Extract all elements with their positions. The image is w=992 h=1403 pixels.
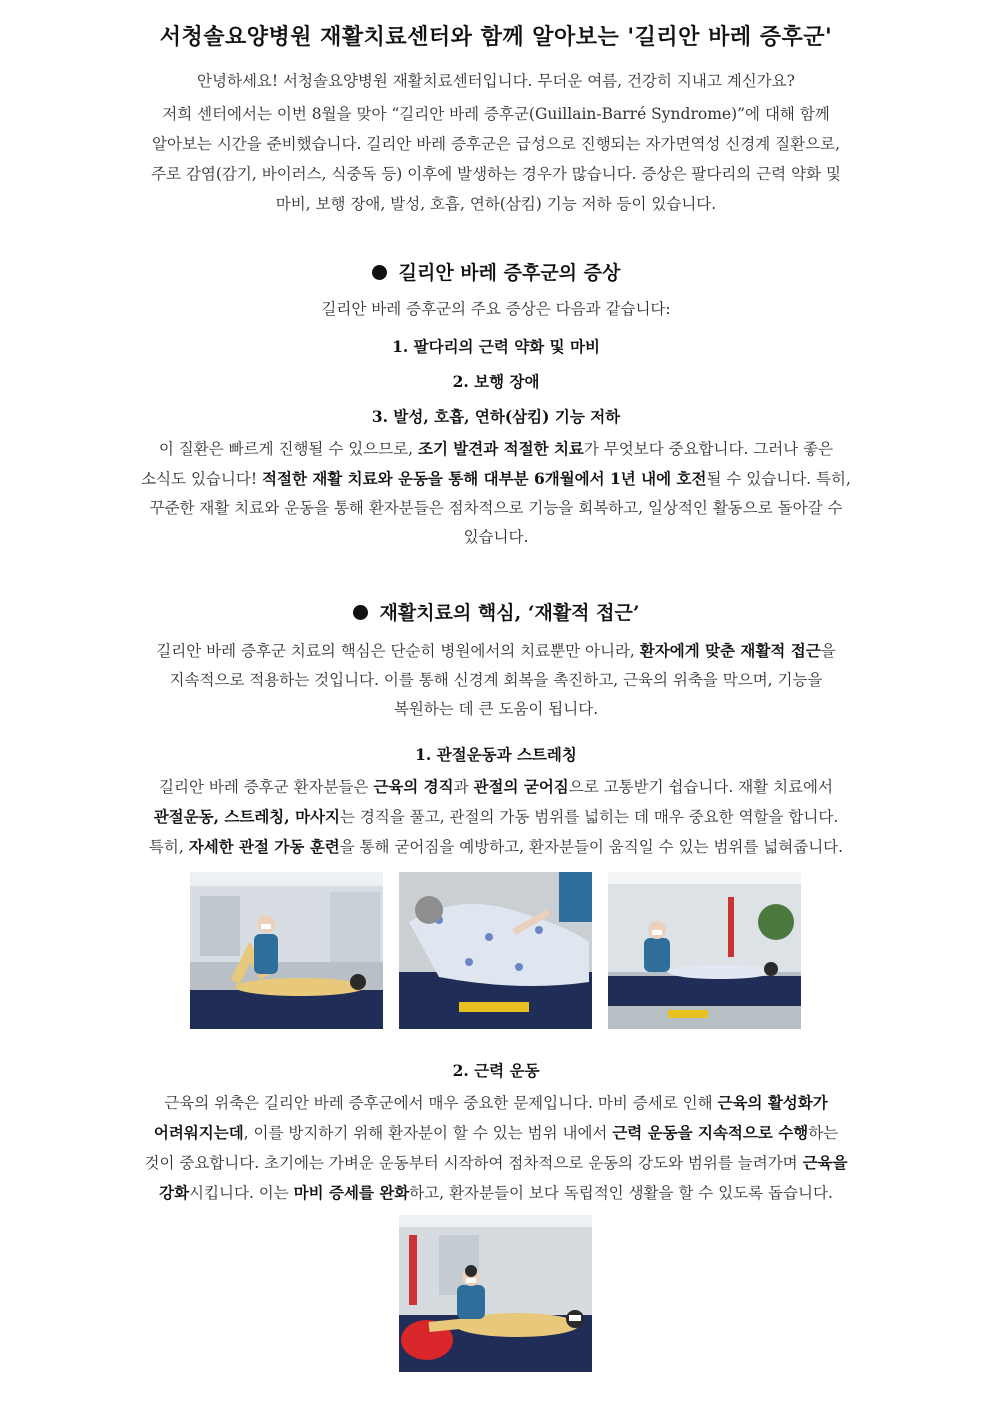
symptom-item-1: 1. 팔다리의 근력 약화 및 마비 <box>392 337 600 356</box>
symptom-item-2: 2. 보행 장애 <box>452 372 540 391</box>
text-run: 복원하는 데 큰 도움이 됩니다. <box>393 700 599 718</box>
text-run: 하는 <box>808 1124 839 1142</box>
bullet-icon <box>353 605 368 620</box>
rehab-heading-text: 재활치료의 핵심, ‘재활적 접근’ <box>379 602 640 624</box>
text-run: 시킵니다. 이는 <box>189 1184 294 1202</box>
emphasis-run: 조기 발견과 적절한 치료 <box>417 439 584 458</box>
text-run: 길리안 바레 증후군 환자분들은 <box>159 778 374 796</box>
symptoms-heading-text: 길리안 바레 증후군의 증상 <box>398 262 621 284</box>
therapy-photo-mat <box>608 872 801 1029</box>
bullet-icon <box>372 265 387 280</box>
emphasis-run: 근육의 활성화가 <box>717 1093 828 1112</box>
emphasis-run: 적절한 재활 치료와 운동을 통해 대부분 6개월에서 1년 내에 호전 <box>262 469 707 488</box>
intro-line: 마비, 보행 장애, 발성, 호흡, 연하(삼킴) 기능 저하 등이 있습니다. <box>275 195 717 213</box>
emphasis-run: 근력 운동을 지속적으로 수행 <box>612 1123 809 1142</box>
text-run: 길리안 바레 증후군 치료의 핵심은 단순히 병원에서의 치료뿐만 아니라, <box>156 642 640 660</box>
text-run: 을 통해 굳어짐을 예방하고, 환자분들이 움직일 수 있는 범위를 넓혀줍니다. <box>339 838 844 856</box>
intro-line: 저희 센터에서는 이번 8월을 맞아 “길리안 바레 증후군(Guillain-Barré Syndrome)”에 대해 함께 <box>162 105 830 123</box>
rehab-paragraph <box>95 636 897 724</box>
symptoms-paragraph <box>95 434 897 552</box>
text-run: 될 수 있습니다. 특히, <box>706 470 851 488</box>
text-run: 있습니다. <box>463 528 529 546</box>
page-title: 서청솔요양병원 재활치료센터와 함께 알아보는 '길리안 바레 증후군' <box>159 24 833 50</box>
intro-line: 안녕하세요! 서청솔요양병원 재활치료센터입니다. 무더운 여름, 건강히 지내고 계신가요? <box>197 72 795 90</box>
emphasis-run: 강화 <box>159 1183 190 1202</box>
emphasis-run: 어려워지는데 <box>153 1123 244 1142</box>
therapy-photo-stretching <box>190 872 383 1029</box>
subsection-title-1: 1. 관절운동과 스트레칭 <box>415 745 577 764</box>
therapy-photo-side-lying <box>399 872 592 1029</box>
symptoms-heading <box>0 258 992 285</box>
rehab-heading <box>0 598 992 625</box>
text-run: 는 경직을 풀고, 관절의 가동 범위를 넓히는 데 매우 중요한 역할을 합니다. <box>340 808 839 826</box>
subsection-title-2: 2. 근력 운동 <box>452 1061 540 1080</box>
emphasis-run: 환자에게 맞춘 재활적 접근 <box>639 641 821 660</box>
intro-paragraph <box>95 66 897 97</box>
subsection-paragraph-1 <box>95 772 897 862</box>
text-run: 꾸준한 재활 치료와 운동을 통해 환자분들은 점차적으로 기능을 회복하고, 일상적인 활동으로 돌아갈 수 <box>149 499 843 517</box>
intro-paragraph-2 <box>95 99 897 219</box>
text-run: 가 무엇보다 중요합니다. 그러나 좋은 <box>583 440 834 458</box>
text-run: 으로 고통받기 쉽습니다. 재활 치료에서 <box>568 778 833 796</box>
text-run: 특히, <box>148 838 189 856</box>
text-run: , 이를 방지하기 위해 환자분이 할 수 있는 범위 내에서 <box>243 1124 613 1142</box>
symptom-item-3: 3. 발성, 호흡, 연하(삼킴) 기능 저하 <box>371 407 621 426</box>
text-run: 지속적으로 적용하는 것입니다. 이를 통해 신경계 회복을 촉진하고, 근육의 위축을 막으며, 기능을 <box>169 671 823 689</box>
emphasis-run: 근육의 경직 <box>373 777 454 796</box>
text-run: 과 <box>453 778 474 796</box>
intro-line: 알아보는 시간을 준비했습니다. 길리안 바레 증후군은 급성으로 진행되는 자가면역성 신경계 질환으로, <box>152 135 840 153</box>
text-run: 소식도 있습니다! <box>141 470 262 488</box>
subsection-paragraph-2 <box>95 1088 897 1208</box>
text-run: 근육의 위축은 길리안 바레 증후군에서 매우 중요한 문제입니다. 마비 증세로 인해 <box>164 1094 718 1112</box>
text-run: 하고, 환자분들이 보다 독립적인 생활을 할 수 있도록 돕습니다. <box>409 1184 833 1202</box>
emphasis-run: 자세한 관절 가동 훈련 <box>188 837 340 856</box>
emphasis-run: 근육을 <box>802 1153 848 1172</box>
text-run: 이 질환은 빠르게 진행될 수 있으므로, <box>158 440 418 458</box>
emphasis-run: 관절운동, 스트레칭, 마사지 <box>153 807 340 826</box>
text-run: 을 <box>820 642 836 660</box>
intro-line: 주로 감염(감기, 바이러스, 식중독 등) 이후에 발생하는 경우가 많습니다. 증상은 팔다리의 근력 약화 및 <box>151 165 841 183</box>
symptoms-lead: 길리안 바레 증후군의 주요 증상은 다음과 같습니다: <box>321 300 671 318</box>
text-run: 것이 중요합니다. 초기에는 가벼운 운동부터 시작하여 점차적으로 운동의 강도와 범위를 늘려가며 <box>144 1154 803 1172</box>
emphasis-run: 마비 증세를 완화 <box>293 1183 410 1202</box>
therapy-photo-ball-exercise <box>399 1215 592 1372</box>
emphasis-run: 관절의 굳어짐 <box>473 777 569 796</box>
